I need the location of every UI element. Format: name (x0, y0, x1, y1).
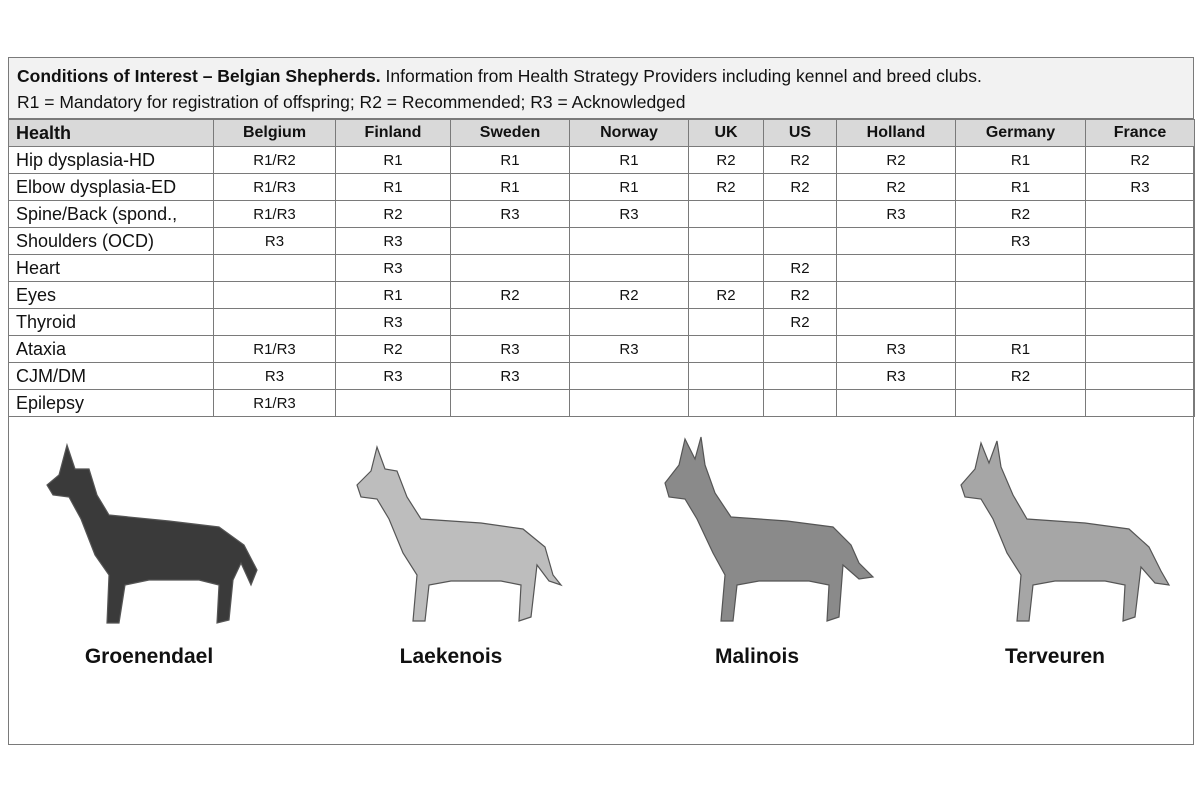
breed-illustrations (9, 417, 1193, 725)
table-row (9, 174, 1195, 201)
table-row (9, 201, 1195, 228)
requirement-cell: R3 (570, 336, 689, 363)
header-country: UK (689, 120, 764, 147)
requirement-cell (837, 228, 956, 255)
header-health: Health (9, 120, 214, 147)
requirement-cell: R1 (570, 174, 689, 201)
requirement-cell: R1/R2 (214, 147, 336, 174)
requirement-cell (570, 228, 689, 255)
requirement-cell (689, 336, 764, 363)
requirement-cell (1086, 228, 1195, 255)
requirement-cell (214, 255, 336, 282)
requirement-cell (689, 228, 764, 255)
requirement-cell: R2 (451, 282, 570, 309)
requirement-cell: R2 (336, 201, 451, 228)
requirement-cell (1086, 255, 1195, 282)
condition-cell: Eyes (9, 282, 214, 309)
requirement-cell: R3 (1086, 174, 1195, 201)
caption-subtitle: Information from Health Strategy Providers including kennel and breed clubs. (380, 66, 982, 86)
condition-cell: Hip dysplasia-HD (9, 147, 214, 174)
requirement-cell (689, 309, 764, 336)
requirement-cell: R2 (570, 282, 689, 309)
condition-cell: Heart (9, 255, 214, 282)
header-country: Finland (336, 120, 451, 147)
requirement-cell (451, 390, 570, 417)
breed-item (311, 417, 591, 725)
requirement-cell: R1/R3 (214, 174, 336, 201)
requirement-cell (764, 363, 837, 390)
requirement-cell: R2 (336, 336, 451, 363)
table-caption (9, 58, 1193, 119)
requirement-cell (1086, 336, 1195, 363)
requirement-cell (689, 363, 764, 390)
caption-legend: R1 = Mandatory for registration of offspring; R2 = Recommended; R3 = Acknowledged (17, 92, 686, 112)
requirement-cell (451, 228, 570, 255)
requirement-cell (956, 255, 1086, 282)
requirement-cell: R2 (764, 309, 837, 336)
requirement-cell: R1 (956, 174, 1086, 201)
requirement-cell (689, 201, 764, 228)
requirement-cell: R1 (956, 147, 1086, 174)
requirement-cell (689, 390, 764, 417)
document-frame (8, 57, 1194, 745)
table-row (9, 309, 1195, 336)
requirement-cell (451, 309, 570, 336)
caption-line-1 (17, 63, 1185, 89)
requirement-cell (837, 282, 956, 309)
requirement-cell: R1 (336, 147, 451, 174)
requirement-cell: R3 (214, 363, 336, 390)
dog-illustration-icon (915, 435, 1175, 635)
condition-cell: Spine/Back (spond., (9, 201, 214, 228)
requirement-cell: R2 (689, 282, 764, 309)
requirement-cell: R1/R3 (214, 336, 336, 363)
requirement-cell (570, 255, 689, 282)
requirement-cell: R3 (837, 336, 956, 363)
header-country: US (764, 120, 837, 147)
header-row (9, 120, 1195, 147)
condition-cell: Elbow dysplasia-ED (9, 174, 214, 201)
header-country: Sweden (451, 120, 570, 147)
condition-cell: Ataxia (9, 336, 214, 363)
requirement-cell (570, 363, 689, 390)
requirement-cell: R1 (451, 174, 570, 201)
table-row (9, 147, 1195, 174)
requirement-cell: R2 (1086, 147, 1195, 174)
requirement-cell: R3 (451, 201, 570, 228)
requirement-cell (837, 255, 956, 282)
requirement-cell (837, 309, 956, 336)
dog-illustration-icon (9, 435, 269, 635)
requirement-cell: R3 (214, 228, 336, 255)
requirement-cell: R3 (451, 336, 570, 363)
requirement-cell (336, 390, 451, 417)
requirement-cell: R1 (570, 147, 689, 174)
requirement-cell (764, 336, 837, 363)
requirement-cell: R2 (956, 201, 1086, 228)
requirement-cell: R3 (451, 363, 570, 390)
requirement-cell: R1/R3 (214, 201, 336, 228)
requirement-cell: R2 (837, 147, 956, 174)
requirement-cell (837, 390, 956, 417)
requirement-cell: R2 (956, 363, 1086, 390)
dog-illustration-icon (311, 435, 571, 635)
condition-cell: Thyroid (9, 309, 214, 336)
condition-cell: Epilepsy (9, 390, 214, 417)
breed-name: Terveuren (1005, 645, 1105, 668)
requirement-cell: R2 (689, 147, 764, 174)
requirement-cell: R3 (336, 363, 451, 390)
requirement-cell (956, 390, 1086, 417)
header-country: Holland (837, 120, 956, 147)
requirement-cell: R3 (336, 228, 451, 255)
caption-title: Conditions of Interest – Belgian Shepherds. (17, 66, 381, 86)
requirement-cell (764, 390, 837, 417)
requirement-cell (1086, 309, 1195, 336)
condition-cell: Shoulders (OCD) (9, 228, 214, 255)
dog-illustration-icon (617, 435, 877, 635)
requirement-cell: R2 (764, 174, 837, 201)
requirement-cell: R3 (956, 228, 1086, 255)
header-country: Belgium (214, 120, 336, 147)
table-row (9, 255, 1195, 282)
requirement-cell (214, 309, 336, 336)
requirement-cell: R3 (570, 201, 689, 228)
requirement-cell (1086, 201, 1195, 228)
breed-item (617, 417, 897, 725)
requirement-cell (1086, 363, 1195, 390)
requirement-cell (764, 228, 837, 255)
requirement-cell (956, 282, 1086, 309)
header-country: Norway (570, 120, 689, 147)
requirement-cell: R3 (336, 255, 451, 282)
requirement-cell: R1/R3 (214, 390, 336, 417)
breed-name: Malinois (714, 645, 799, 668)
requirement-cell (570, 309, 689, 336)
requirement-cell: R3 (837, 363, 956, 390)
header-country: Germany (956, 120, 1086, 147)
requirement-cell: R1 (956, 336, 1086, 363)
requirement-cell (956, 309, 1086, 336)
requirement-cell: R2 (764, 282, 837, 309)
breed-name: Groenendael (84, 645, 214, 668)
requirement-cell: R3 (336, 309, 451, 336)
requirement-cell (764, 201, 837, 228)
requirement-cell: R1 (336, 174, 451, 201)
header-country: France (1086, 120, 1195, 147)
table-row (9, 363, 1195, 390)
requirement-cell: R1 (451, 147, 570, 174)
table-row (9, 228, 1195, 255)
requirement-cell: R3 (837, 201, 956, 228)
breed-item (915, 417, 1195, 725)
requirement-cell (1086, 390, 1195, 417)
requirement-cell: R2 (837, 174, 956, 201)
requirement-cell: R2 (764, 147, 837, 174)
condition-cell: CJM/DM (9, 363, 214, 390)
requirement-cell (689, 255, 764, 282)
table-row (9, 336, 1195, 363)
requirement-cell (1086, 282, 1195, 309)
requirement-cell: R2 (689, 174, 764, 201)
requirement-cell: R1 (336, 282, 451, 309)
breed-name: Laekenois (399, 645, 503, 668)
table-row (9, 390, 1195, 417)
requirement-cell: R2 (764, 255, 837, 282)
requirement-cell (451, 255, 570, 282)
breed-item (9, 417, 289, 725)
health-table (8, 119, 1195, 417)
table-row (9, 282, 1195, 309)
requirement-cell (570, 390, 689, 417)
requirement-cell (214, 282, 336, 309)
